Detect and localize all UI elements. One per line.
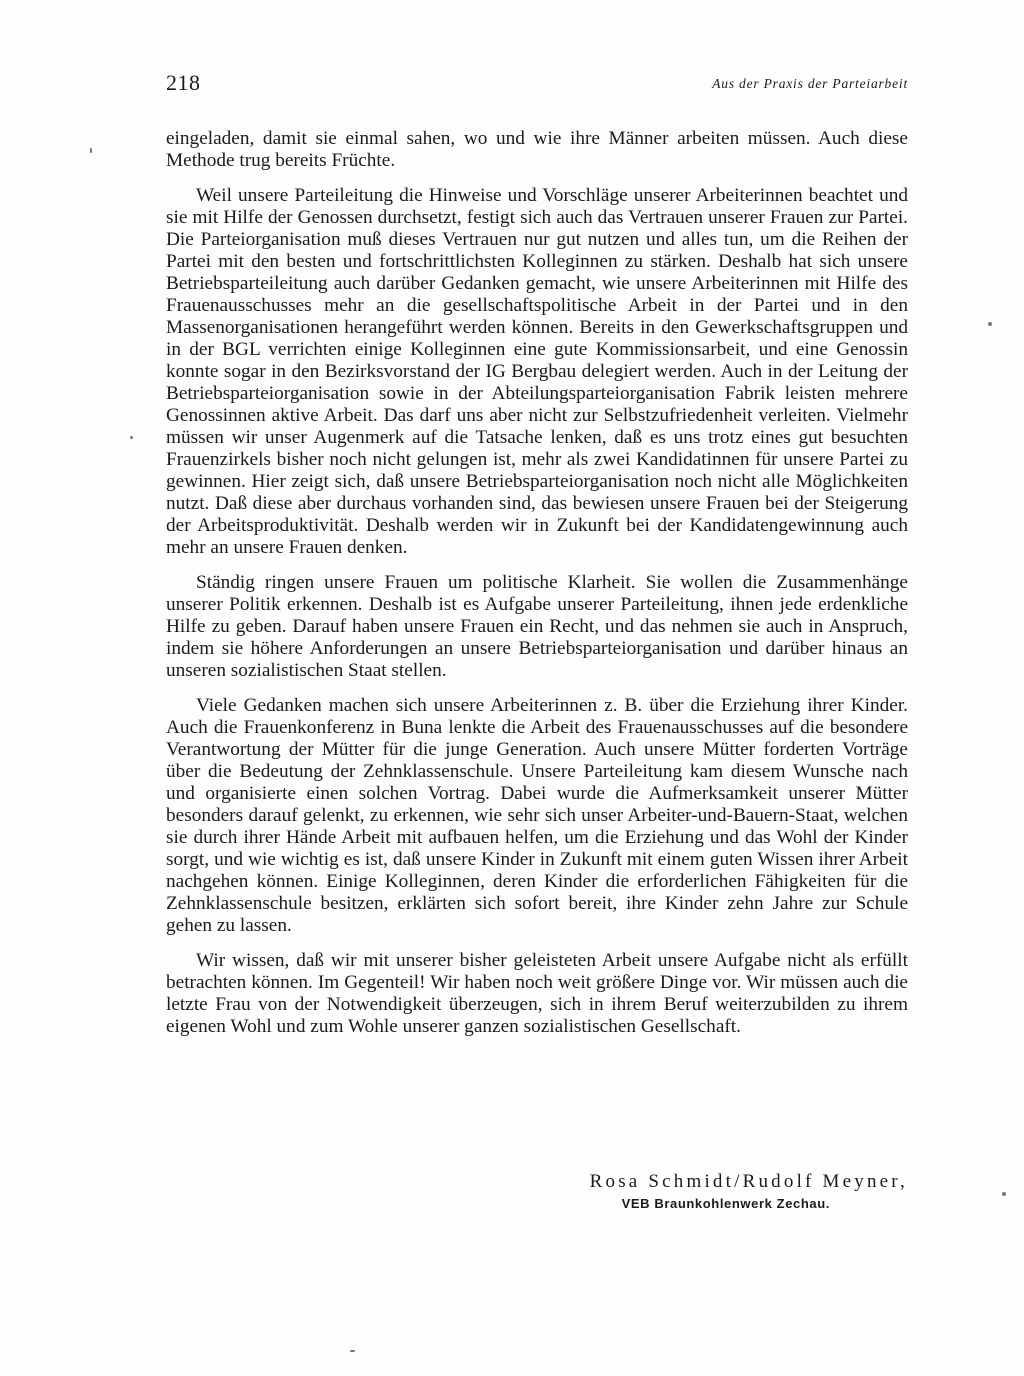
scan-speck [90, 148, 92, 153]
page-number: 218 [166, 70, 201, 95]
paragraph: Weil unsere Parteileitung die Hinweise und Vorschläge unserer Arbeiterinnen beachtet und sie mit Hilfe der Genossen durchsetzt, festigt sich auch das Vertrauen unserer Frauen zur Partei. Die Parteiorganisation muß dieses Vertrauen nur gut nutzen und alles tun, um die Reihen der Partei mit den besten und fortschrittlichsten Kolleginnen zu stärken. Deshalb hat sich unsere Betriebsparteileitung auch darüber Gedanken gemacht, wie unsere Arbeiterinnen mit Hilfe des Frauenausschusses mehr an die gesellschaftspolitische Arbeit in der Partei und in den Massenorganisationen herangeführt werden können. Bereits in den Gewerkschaftsgruppen und in der BGL verrichten einige Kolleginnen eine gute Kommissionsarbeit, und eine Genossin konnte sogar in den Bezirksvorstand der IG Bergbau delegiert werden. Auch in der Leitung der Betriebsparteiorganisation sowie in der Abteilungsparteiorganisation Fabrik leisten mehrere Genossinnen aktive Arbeit. Das darf uns aber nicht zur Selbstzufriedenheit verleiten. Vielmehr müssen wir unser Augenmerk auf die Tatsache lenken, daß es uns trotz eines gut besuchten Frauenzirkels bisher noch nicht gelungen ist, mehr als zwei Kandidatinnen für unsere Partei zu gewinnen. Hier zeigt sich, daß unsere Betriebsparteiorganisation noch nicht alle Möglichkeiten nutzt. Daß diese aber durchaus vorhanden sind, das bewiesen unsere Frauen bei der Steigerung der Arbeitsproduktivität. Deshalb werden wir in Zukunft bei der Kandidatengewinnung auch mehr an unsere Frauen denken. [166, 185, 908, 558]
paragraph: Ständig ringen unsere Frauen um politische Klarheit. Sie wollen die Zusammenhänge unserer Politik erkennen. Deshalb ist es Aufgabe unserer Parteileitung, ihnen jede erdenkliche Hilfe zu geben. Darauf haben unsere Frauen ein Recht, und das nehmen sie auch in Anspruch, indem sie höhere Anforderungen an unsere Betriebsparteiorganisation und darüber hinaus an unseren sozialistischen Staat stellen. [166, 572, 908, 681]
page-header [166, 70, 908, 100]
signature-block [166, 1170, 908, 1214]
article-body [166, 128, 908, 1051]
scan-speck [988, 322, 992, 326]
scan-speck [1002, 1192, 1006, 1196]
scan-speck [130, 436, 133, 439]
paragraph: Wir wissen, daß wir mit unserer bisher geleisteten Arbeit unsere Aufgabe nicht als erfüllt betrachten können. Im Gegenteil! Wir haben noch weit größere Dinge vor. Wir müssen auch die letzte Frau von der Notwendigkeit überzeugen, sich in ihrem Beruf weiterzubilden zu ihrem eigenen Wohl und zum Wohle unserer ganzen sozialistischen Gesellschaft. [166, 950, 908, 1037]
paragraph: Viele Gedanken machen sich unsere Arbeiterinnen z. B. über die Erziehung ihrer Kinder. Auch die Frauenkonferenz in Buna lenkte die Arbeit des Frauenausschusses auf die besondere Verantwortung der Mütter für die junge Generation. Auch unsere Mütter forderten Vorträge über die Bedeutung der Zehnklassenschule. Unsere Parteileitung kam diesem Wunsche nach und organisierte einen solchen Vortrag. Dabei wurde die Aufmerksamkeit unserer Mütter besonders darauf gelenkt, zu erkennen, wie sehr sich unser Arbeiter-und-Bauern-Staat, welchen sie durch ihrer Hände Arbeit mit aufbauen helfen, um die Erziehung und das Wohl der Kinder sorgt, und wie wichtig es ist, daß unsere Kinder in Zukunft mit einem guten Wissen ihrer Arbeit nachgehen können. Einige Kolleginnen, deren Kinder die erforderlichen Fähigkeiten für die Zehnklassenschule besitzen, erklärten sich sofort bereit, ihre Kinder zehn Jahre zur Schule gehen zu lassen. [166, 695, 908, 936]
signature-organization: VEB Braunkohlenwerk Zechau. [621, 1196, 830, 1211]
paragraph: eingeladen, damit sie einmal sahen, wo und wie ihre Männer arbeiten müssen. Auch diese Methode trug bereits Früchte. [166, 128, 908, 171]
scan-speck [350, 1350, 355, 1352]
running-head: Aus der Praxis der Parteiarbeit [712, 76, 908, 91]
signature-authors: Rosa Schmidt/Rudolf Meyner, [589, 1171, 908, 1192]
